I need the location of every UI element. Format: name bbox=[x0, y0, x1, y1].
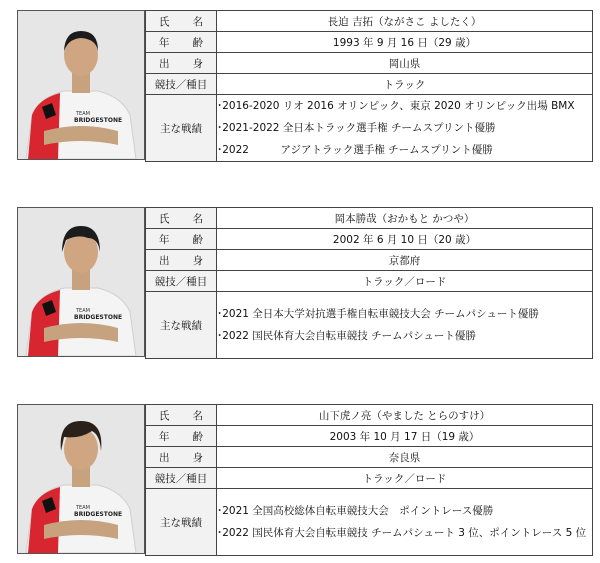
jersey-team-text: TEAM bbox=[76, 308, 90, 314]
rider-card-2 bbox=[17, 207, 593, 359]
achievement-item: ･2022 国民体育大会自転車競技 チームパシュート 3 位、ポイントレース 5 位 bbox=[217, 527, 587, 539]
label-achievements: 主な戦績 bbox=[146, 95, 217, 162]
rider-info-table bbox=[145, 404, 593, 556]
row-birthplace bbox=[146, 447, 593, 468]
label-birthplace: 出 身 bbox=[146, 447, 217, 468]
row-name bbox=[146, 11, 593, 32]
rider-achievements bbox=[217, 95, 593, 162]
rider-birthplace: 京都府 bbox=[217, 250, 593, 271]
achievement-item: ･2022 国民体育大会自転車競技 チームパシュート優勝 bbox=[217, 330, 476, 342]
label-birthplace: 出 身 bbox=[146, 53, 217, 74]
rider-birthplace: 奈良県 bbox=[217, 447, 593, 468]
label-age: 年 齢 bbox=[146, 32, 217, 53]
jersey-brand-text: BRIDGESTONE bbox=[74, 314, 123, 321]
label-name: 氏 名 bbox=[146, 405, 217, 426]
rider-photo bbox=[17, 207, 145, 357]
rider-birthplace: 岡山県 bbox=[217, 53, 593, 74]
rider-photo bbox=[17, 10, 145, 160]
row-achievements bbox=[146, 292, 593, 359]
label-age: 年 齢 bbox=[146, 426, 217, 447]
rider-name: 長迫 吉拓（ながさこ よしたく） bbox=[217, 11, 593, 32]
row-event bbox=[146, 74, 593, 95]
label-age: 年 齢 bbox=[146, 229, 217, 250]
label-achievements: 主な戦績 bbox=[146, 292, 217, 359]
label-name: 氏 名 bbox=[146, 11, 217, 32]
row-age bbox=[146, 426, 593, 447]
row-name bbox=[146, 208, 593, 229]
rider-name: 山下虎ノ亮（やました とらのすけ） bbox=[217, 405, 593, 426]
achievement-item: ･2021 全日本大学対抗選手権自転車競技大会 チームパシュート優勝 bbox=[217, 308, 539, 320]
rider-birthdate: 2003 年 10 月 17 日（19 歳） bbox=[217, 426, 593, 447]
rider-portrait-image bbox=[18, 405, 144, 553]
rider-birthdate: 1993 年 9 月 16 日（29 歳） bbox=[217, 32, 593, 53]
jersey-brand-text: BRIDGESTONE bbox=[74, 511, 123, 518]
rider-event: トラック bbox=[217, 74, 593, 95]
achievement-item: ･2022 アジアトラック選手権 チームスプリント優勝 bbox=[217, 144, 493, 156]
row-birthplace bbox=[146, 250, 593, 271]
label-event: 競技／種目 bbox=[146, 271, 217, 292]
label-achievements: 主な戦績 bbox=[146, 489, 217, 556]
rider-event: トラック／ロード bbox=[217, 271, 593, 292]
row-achievements bbox=[146, 489, 593, 556]
rider-portrait-image bbox=[18, 11, 144, 159]
rider-portrait-image bbox=[18, 208, 144, 356]
rider-birthdate: 2002 年 6 月 10 日（20 歳） bbox=[217, 229, 593, 250]
row-age bbox=[146, 32, 593, 53]
rider-card-1 bbox=[17, 10, 593, 162]
rider-info-table bbox=[145, 10, 593, 162]
rider-photo bbox=[17, 404, 145, 554]
rider-achievements bbox=[217, 292, 593, 359]
row-birthplace bbox=[146, 53, 593, 74]
row-name bbox=[146, 405, 593, 426]
rider-name: 岡本勝哉（おかもと かつや） bbox=[217, 208, 593, 229]
label-event: 競技／種目 bbox=[146, 74, 217, 95]
jersey-team-text: TEAM bbox=[76, 111, 90, 117]
row-event bbox=[146, 271, 593, 292]
label-event: 競技／種目 bbox=[146, 468, 217, 489]
row-age bbox=[146, 229, 593, 250]
jersey-team-text: TEAM bbox=[76, 505, 90, 511]
label-birthplace: 出 身 bbox=[146, 250, 217, 271]
rider-info-table bbox=[145, 207, 593, 359]
rider-card-3 bbox=[17, 404, 593, 556]
achievement-item: ･2021-2022 全日本トラック選手権 チームスプリント優勝 bbox=[217, 122, 496, 134]
rider-event: トラック／ロード bbox=[217, 468, 593, 489]
rider-achievements bbox=[217, 489, 593, 556]
label-name: 氏 名 bbox=[146, 208, 217, 229]
achievement-item: ･2021 全国高校総体自転車競技大会 ポイントレース優勝 bbox=[217, 505, 494, 517]
row-achievements bbox=[146, 95, 593, 162]
jersey-brand-text: BRIDGESTONE bbox=[74, 117, 123, 124]
achievement-item: ･2016-2020 リオ 2016 オリンピック、東京 2020 オリンピック出場 BMX bbox=[217, 100, 575, 112]
row-event bbox=[146, 468, 593, 489]
